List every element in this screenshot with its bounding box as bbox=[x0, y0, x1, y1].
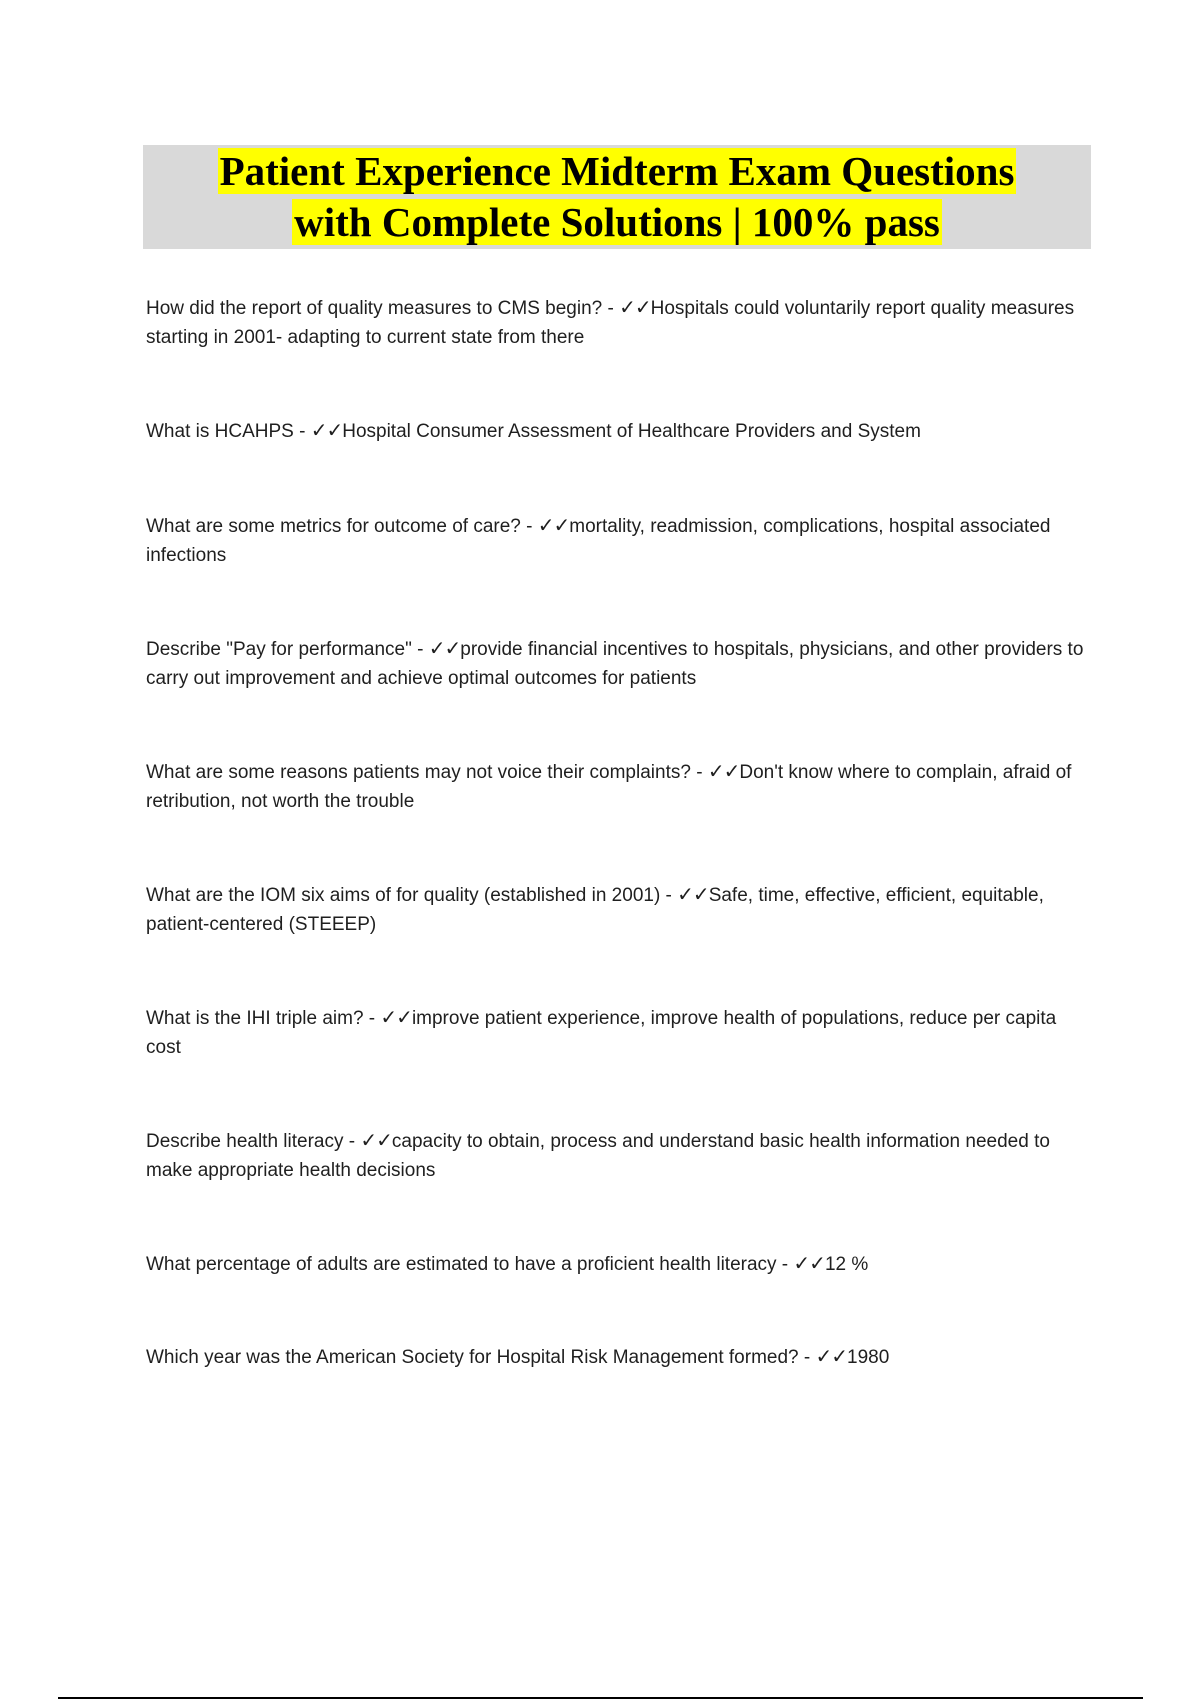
answer-text: Hospitals could voluntarily report quality measures starting in 2001- adapting to current state from there bbox=[146, 298, 1075, 348]
check-mark-icon: ✓✓ bbox=[310, 418, 343, 442]
check-mark-icon: ✓✓ bbox=[360, 1128, 392, 1152]
separator: - bbox=[602, 298, 620, 319]
title-block bbox=[143, 146, 1091, 248]
question-text: What are some reasons patients may not voice their complaints? bbox=[146, 762, 691, 783]
question-text: What percentage of adults are estimated to have a proficient health literacy bbox=[146, 1254, 777, 1275]
question-text: What is the IHI triple aim? bbox=[146, 1008, 364, 1029]
question-text: What are the IOM six aims of for quality (established in 2001) bbox=[146, 885, 661, 906]
separator: - bbox=[690, 762, 708, 783]
answer-text: mortality, readmission, complications, hospital associated infections bbox=[146, 516, 1051, 566]
answer-text: provide financial incentives to hospitals, physicians, and other providers to carry out improvement and achieve optimal outcomes for patients bbox=[146, 639, 1084, 689]
separator: - bbox=[411, 639, 429, 660]
qa-item bbox=[146, 1003, 1086, 1062]
separator: - bbox=[798, 1347, 816, 1368]
check-mark-icon: ✓✓ bbox=[707, 759, 740, 783]
qa-item bbox=[146, 880, 1086, 939]
question-text: What are some metrics for outcome of care? bbox=[146, 516, 521, 537]
answer-text: 1980 bbox=[847, 1347, 890, 1368]
separator: - bbox=[520, 516, 538, 537]
qa-item bbox=[146, 293, 1086, 352]
document-title-line-1: Patient Experience Midterm Exam Questions bbox=[219, 148, 1015, 194]
qa-item bbox=[146, 416, 1086, 446]
separator: - bbox=[293, 421, 311, 442]
answer-text: 12 % bbox=[824, 1254, 869, 1275]
question-text: How did the report of quality measures to CMS begin? bbox=[146, 298, 603, 319]
qa-item bbox=[146, 634, 1086, 693]
qa-item bbox=[146, 757, 1086, 816]
qa-item bbox=[146, 511, 1086, 570]
qa-item bbox=[146, 1342, 1086, 1372]
check-mark-icon: ✓✓ bbox=[793, 1251, 825, 1275]
page-bottom-rule bbox=[58, 1697, 1143, 1699]
separator: - bbox=[776, 1254, 794, 1275]
document-title-line-2: with Complete Solutions | 100% pass bbox=[294, 199, 940, 245]
question-text: Describe health literacy bbox=[146, 1131, 344, 1152]
answer-text: capacity to obtain, process and understand basic health information needed to make appropriate health decisions bbox=[146, 1131, 1050, 1181]
separator: - bbox=[343, 1131, 361, 1152]
check-mark-icon: ✓✓ bbox=[380, 1005, 412, 1029]
answer-text: Don't know where to complain, afraid of retribution, not worth the trouble bbox=[146, 762, 1072, 812]
check-mark-icon: ✓✓ bbox=[428, 636, 461, 660]
qa-item bbox=[146, 1126, 1086, 1185]
question-text: Which year was the American Society for Hospital Risk Management formed? bbox=[146, 1347, 799, 1368]
answer-text: Safe, time, effective, efficient, equitable, patient-centered (STEEEP) bbox=[146, 885, 1044, 935]
qa-item bbox=[146, 1249, 1086, 1279]
question-text: What is HCAHPS bbox=[146, 421, 294, 442]
check-mark-icon: ✓✓ bbox=[815, 1344, 848, 1368]
title-banner bbox=[143, 145, 1091, 249]
separator: - bbox=[660, 885, 678, 906]
answer-text: Hospital Consumer Assessment of Healthcare Providers and System bbox=[342, 421, 921, 442]
check-mark-icon: ✓✓ bbox=[537, 513, 570, 537]
check-mark-icon: ✓✓ bbox=[619, 295, 651, 319]
separator: - bbox=[363, 1008, 381, 1029]
check-mark-icon: ✓✓ bbox=[677, 882, 709, 906]
question-text: Describe "Pay for performance" bbox=[146, 639, 412, 660]
answer-text: improve patient experience, improve health of populations, reduce per capita cost bbox=[146, 1008, 1057, 1058]
